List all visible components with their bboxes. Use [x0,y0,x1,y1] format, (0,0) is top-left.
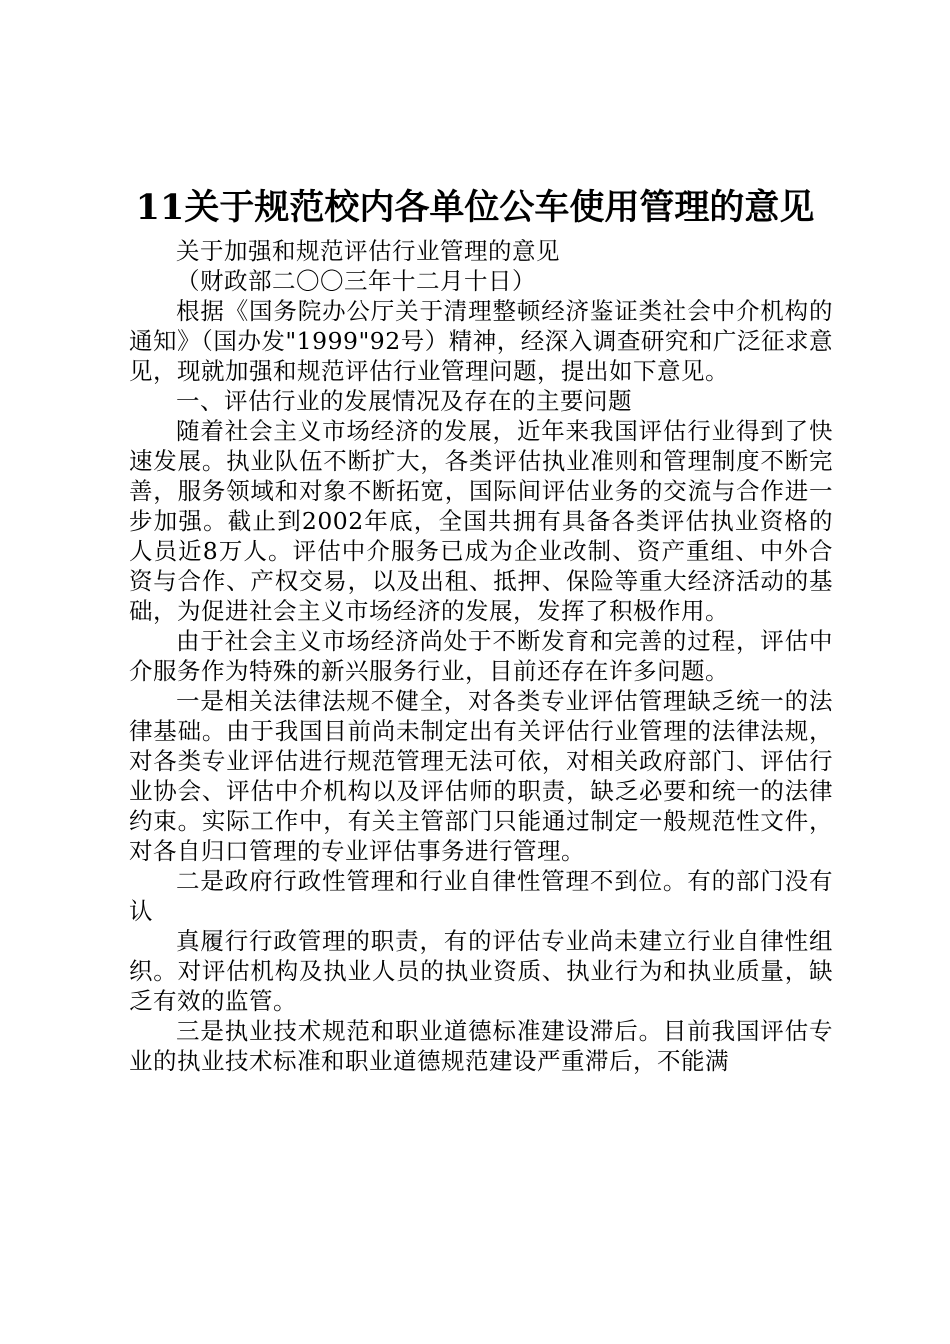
body-paragraph: 三是执业技术规范和职业道德标准建设滞后。目前我国评估专业的执业技术标准和职业道德规范建设严重滞后，不能满 [129,1017,833,1075]
body-paragraph: 随着社会主义市场经济的发展，近年来我国评估行业得到了快速发展。执业队伍不断扩大，各类评估执业准则和管理制度不断完善，服务领域和对象不断拓宽，国际间评估业务的交流与合作进一步加强。截止到2002年底，全国共拥有具备各类评估执业资格的人员近8万人。评估中介服务已成为企业改制、资产重组、中外合资与合作、产权交易，以及出租、抵押、保险等重大经济活动的基础，为促进社会主义市场经济的发展，发挥了积极作用。 [129,417,833,625]
document-body [129,236,833,1076]
body-paragraph: 根据《国务院办公厅关于清理整顿经济鉴证类社会中介机构的通知》（国办发"1999"92号）精神，经深入调查研究和广泛征求意见，现就加强和规范评估行业管理问题，提出如下意见。 [129,297,833,385]
body-paragraph: 真履行行政管理的职责，有的评估专业尚未建立行业自律性组织。对评估机构及执业人员的执业资质、执业行为和执业质量，缺乏有效的监管。 [129,927,833,1015]
issuer-date-paragraph: （财政部二〇〇三年十二月十日） [176,267,536,295]
body-paragraph: 二是政府行政性管理和行业自律性管理不到位。有的部门没有认 [129,867,833,925]
body-paragraph: 由于社会主义市场经济尚处于不断发育和完善的过程，评估中介服务作为特殊的新兴服务行业，目前还存在许多问题。 [129,627,833,685]
body-paragraph: 一是相关法律法规不健全，对各类专业评估管理缺乏统一的法律基础。由于我国目前尚未制定出有关评估行业管理的法律法规，对各类专业评估进行规范管理无法可依，对相关政府部门、评估行业协会、评估中介机构以及评估师的职责，缺乏必要和统一的法律约束。实际工作中，有关主管部门只能通过制定一般规范性文件，对各自归口管理的专业评估事务进行管理。 [129,687,833,865]
section-heading: 一、评估行业的发展情况及存在的主要问题 [176,387,632,415]
subtitle-paragraph: 关于加强和规范评估行业管理的意见 [176,237,560,265]
document-title: 11关于规范校内各单位公车使用管理的意见 [135,187,815,228]
